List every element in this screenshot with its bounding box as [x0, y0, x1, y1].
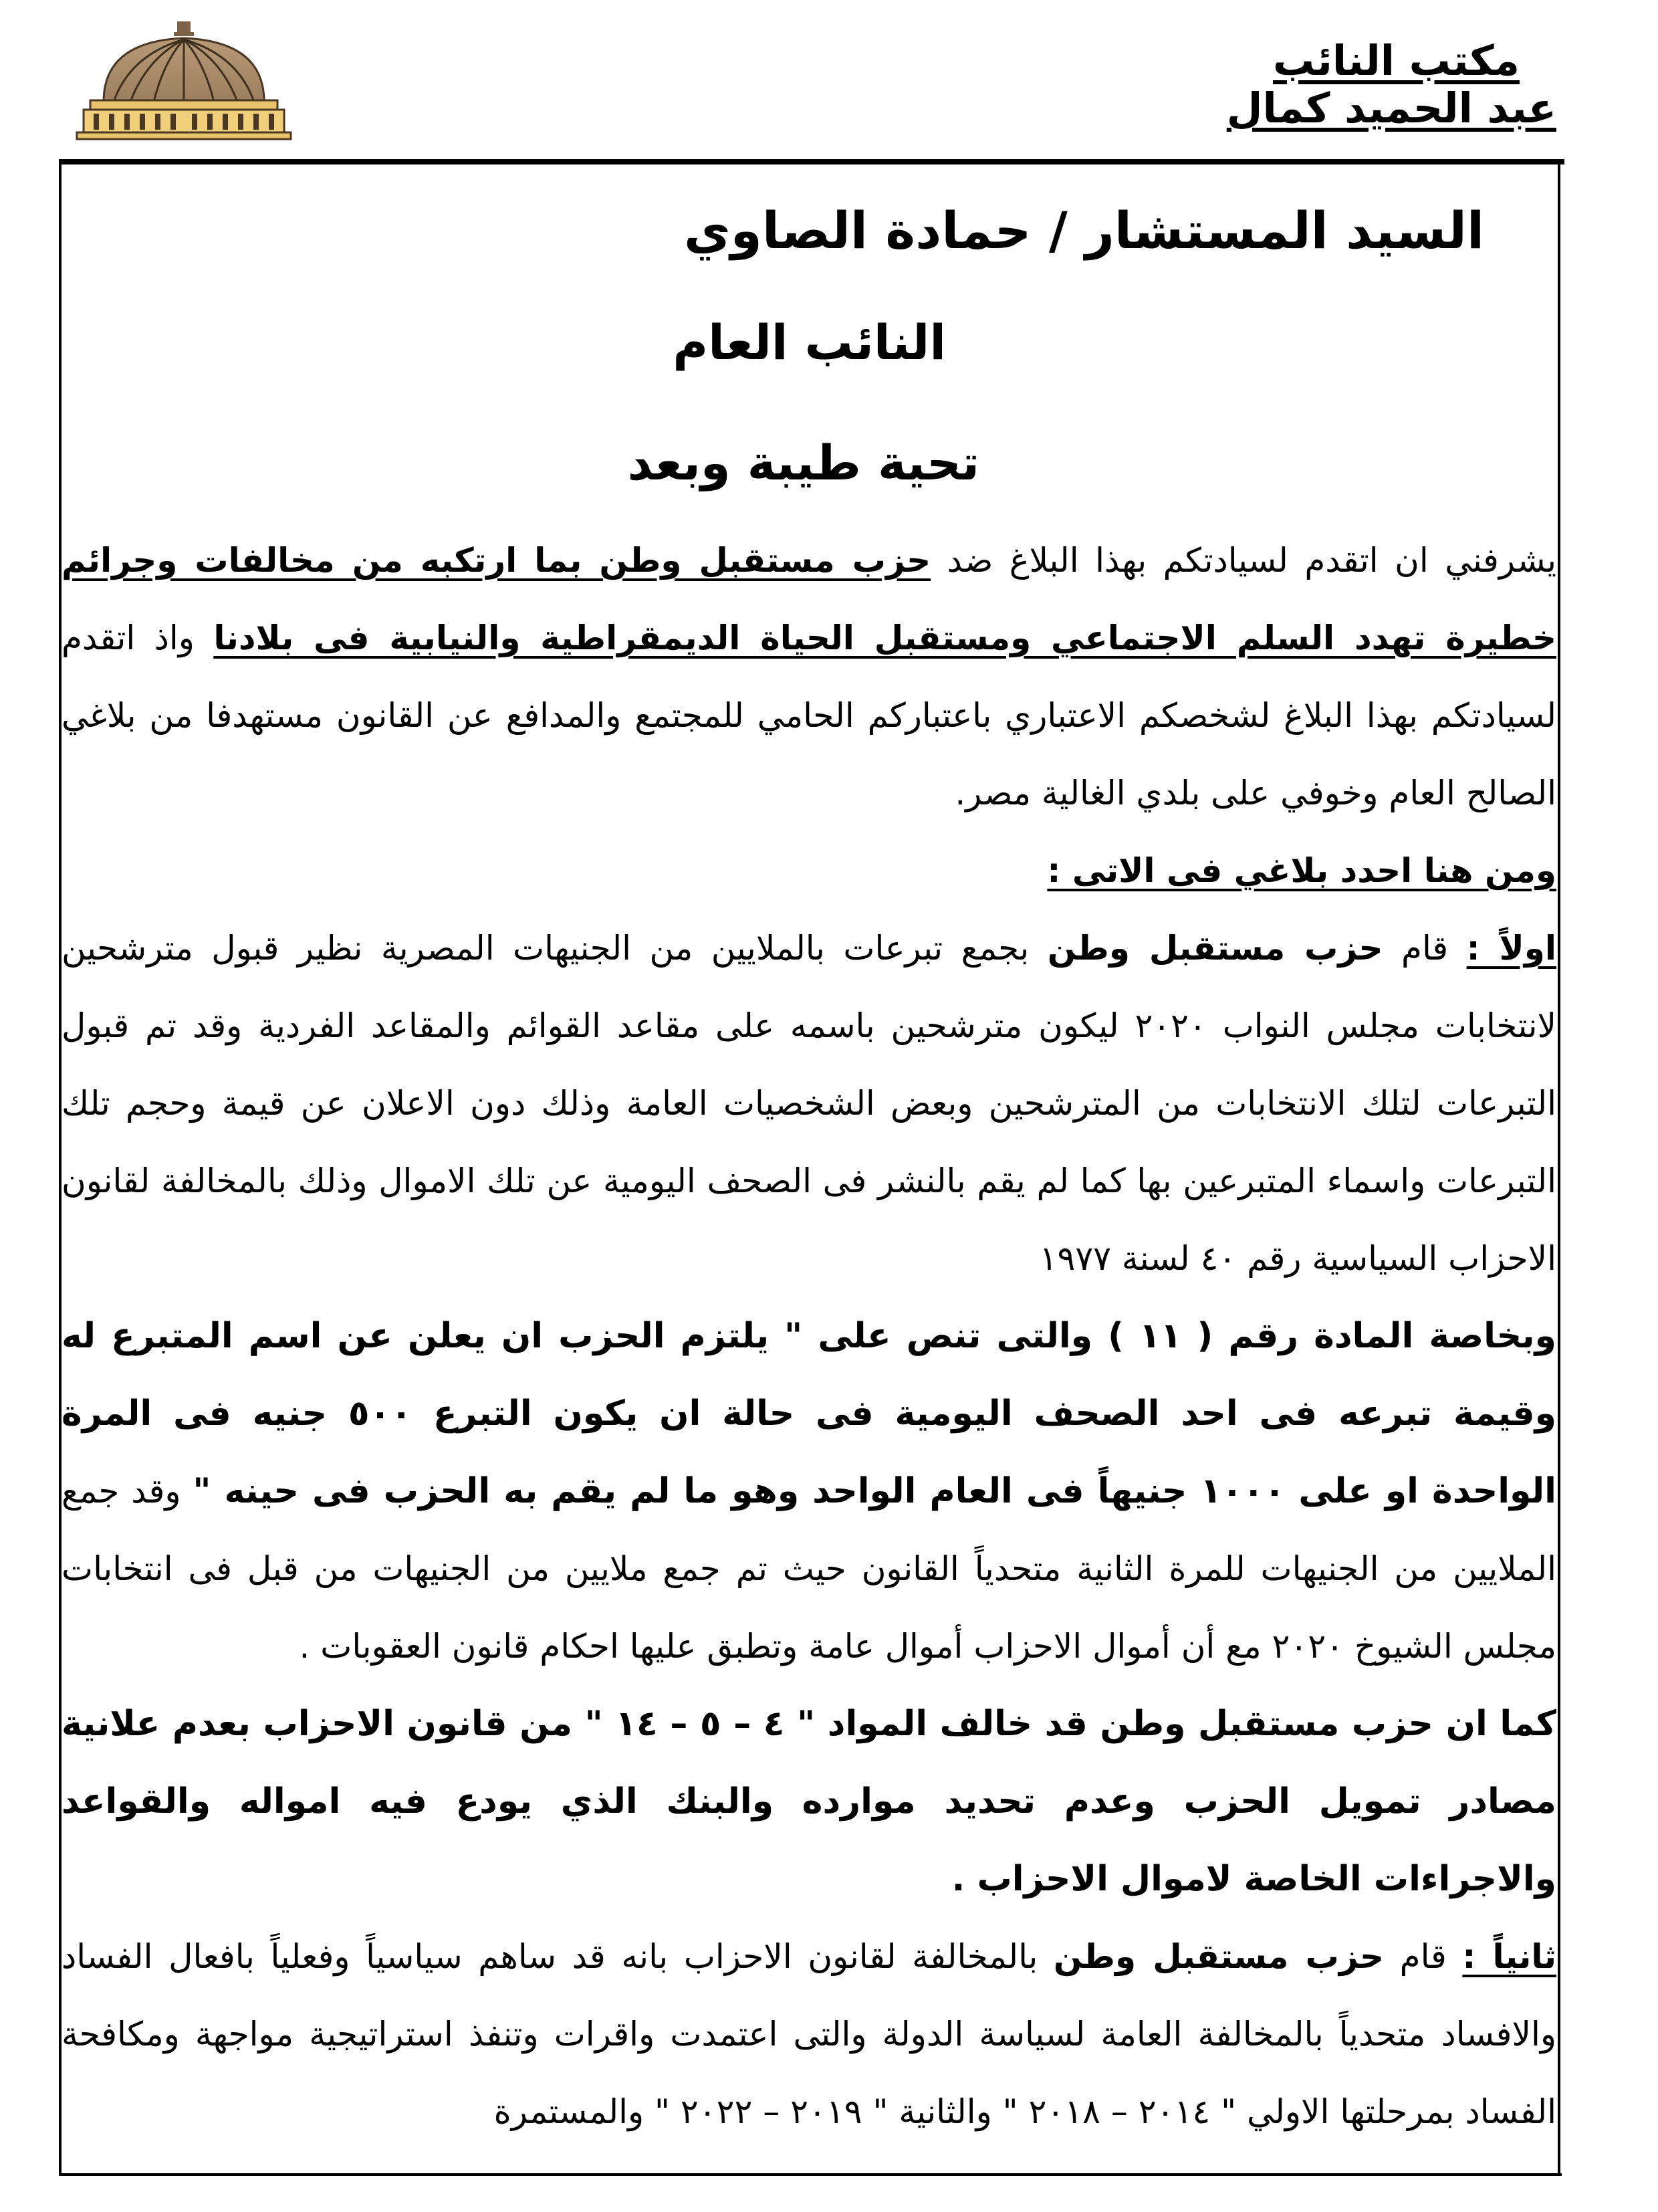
first-point-party: حزب مستقبل وطن: [1047, 929, 1383, 968]
greeting: تحية طيبة وبعد: [627, 435, 979, 491]
page-border-right: [1558, 163, 1560, 2176]
intro-text-2: واذ اتقدم لسيادتكم بهذا البلاغ لشخصكم الاعتباري باعتباركم الحامي للمجتمع والمدافع عن القانون مستهدفا من بلاغي الصالح العام وخوفي على بلدي الغالية مصر.: [62, 619, 1556, 812]
article-quote: وبخاصة المادة رقم ( ١١ ) والتى تنص على " يلتزم الحزب ان يعلن عن اسم المتبرع له وقيمة تبرعه فى احد الصحف اليومية فى حالة ان يكون التبرع ٥٠٠ جنيه فى المرة الواحدة او على ١٠٠٠ جنيهاً فى العام الواحد وهو ما لم يقم به الحزب فى حينه ": [62, 1316, 1556, 1511]
addressee-title: النائب العام: [673, 314, 946, 370]
first-point-label: اولاً :: [1466, 929, 1556, 968]
letter-body: [62, 522, 1556, 2150]
addressee: السيد المستشار / حمادة الصاوي: [684, 201, 1484, 260]
page-border-bottom: [59, 2173, 1562, 2176]
first-point-text-1: قام: [1383, 929, 1467, 968]
office-line-2: عبد الحميد كمال: [1226, 84, 1556, 133]
article-text: وقد جمع الملايين من الجنيهات للمرة الثانية متحدياً القانون حيث تم جمع ملايين من الجنيهات من قبل فى انتخابات مجلس الشيوخ ٢٠٢٠ مع أن أموال الاحزاب أموال عامة وتطبق عليها احكام قانون العقوبات .: [62, 1472, 1556, 1666]
intro-text-1: يشرفني ان اتقدم لسيادتكم بهذا البلاغ ضد: [931, 541, 1557, 580]
header-divider: [59, 159, 1564, 164]
section-heading: ومن هنا احدد بلاغي فى الاتى :: [1047, 851, 1556, 890]
article-paragraph: [62, 1297, 1556, 1685]
second-point-text-2: بالمخالفة لقانون الاحزاب بانه قد ساهم سياسياً وفعلياً بافعال الفساد والافساد متحدياً بالمخالفة العامة لسياسة الدولة والتى اعتمدت واقرات وتنفذ استراتيجية مواجهة ومكافحة الفساد بمرحلتها الاولي " ٢٠١٤ – ٢٠١٨ " والثانية " ٢٠١٩ – ٢٠٢٢ " والمستمرة: [62, 1937, 1556, 2131]
second-point-text-1: قام: [1384, 1937, 1463, 1976]
parliament-dome-icon: [64, 15, 304, 148]
second-point-label: ثانياً :: [1462, 1937, 1556, 1976]
first-point-paragraph: [62, 909, 1556, 1297]
intro-paragraph: [62, 522, 1556, 832]
office-header: [1227, 37, 1556, 132]
second-point-party: حزب مستقبل وطن: [1053, 1937, 1385, 1976]
first-point-text-2: بجمع تبرعات بالملايين من الجنيهات المصرية نظير قبول مترشحين لانتخابات مجلس النواب ٢٠٢٠ ليكون مترشحين باسمه على مقاعد القوائم والمقاعد الفردية وقد تم قبول التبرعات لتلك الانتخابات من المترشحين وبعض الشخصيات العامة وذلك دون الاعلان عن قيمة وحجم تلك التبرعات واسماء المتبرعين بها كما لم يقم بالنشر فى الصحف اليومية عن تلك الاموال وذلك بالمخالفة لقانون الاحزاب السياسية رقم ٤٠ لسنة ١٩٧٧: [62, 929, 1557, 1278]
office-line-1: مكتب النائب: [1272, 36, 1520, 85]
violation-paragraph: كما ان حزب مستقبل وطن قد خالف المواد " ٤ – ٥ – ١٤ " من قانون الاحزاب بعدم علانية مصادر تمويل الحزب وعدم تحديد موارده والبنك الذي يودع فيه امواله والقواعد والاجراءات الخاصة لاموال الاحزاب .: [62, 1704, 1556, 1899]
intro-accusation: حزب مستقبل وطن بما ارتكبه من مخالفات وجرائم خطيرة تهدد السلم الاجتماعي ومستقبل الحياة الديمقراطية والنيابية فى بلادنا: [62, 541, 1556, 657]
second-point-paragraph: [62, 1918, 1556, 2150]
